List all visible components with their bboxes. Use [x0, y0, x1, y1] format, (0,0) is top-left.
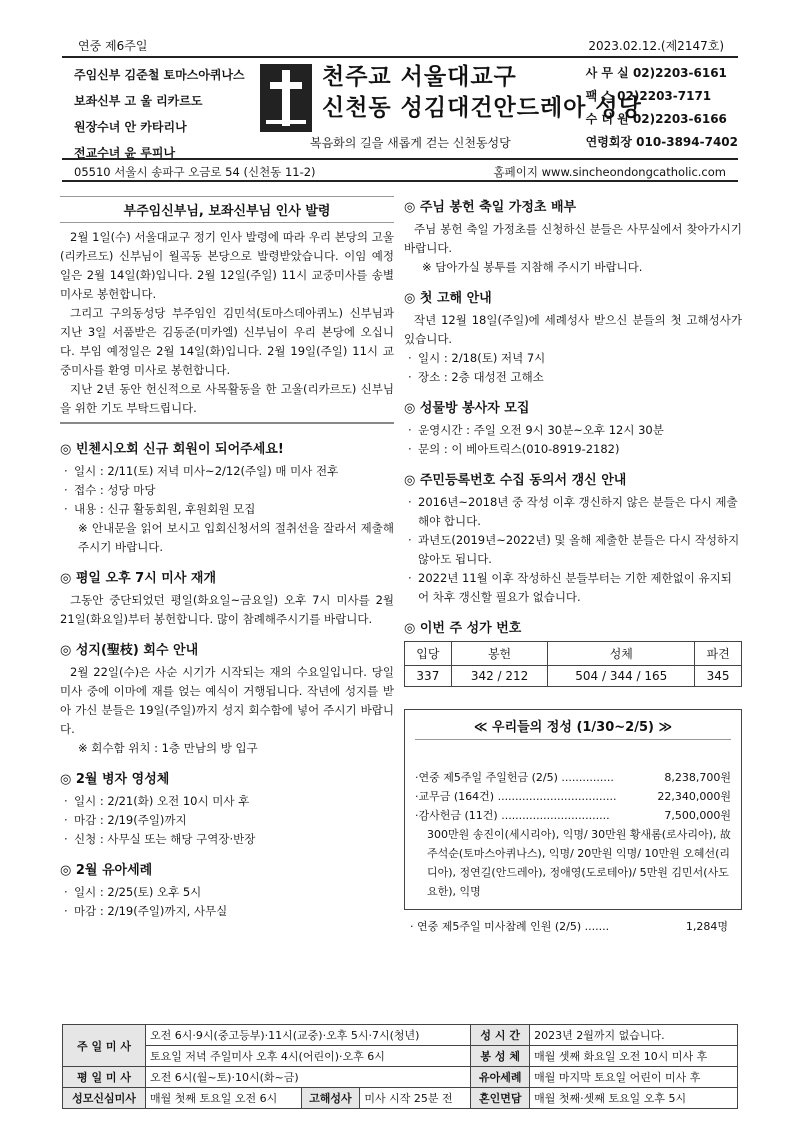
- hymn-table: [404, 641, 742, 687]
- list-item: · 2022년 11월 이후 작성하신 분들부터는 기한 제한없이 유지되어 차후 갱신할 필요가 없습니다.: [404, 569, 742, 607]
- section-title: ◎ 성지(聖枝) 회수 안내: [60, 643, 199, 658]
- table-cell: 오전 6시·9시(중고등부)·11시(교중)·오후 5시·7시(청년): [146, 1025, 471, 1046]
- section-title: ◎ 2월 병자 영성체: [60, 772, 170, 787]
- staff-item: 보좌신부 고 울 리카르도: [74, 94, 203, 108]
- section-title: 부주임신부님, 보좌신부님 인사 발령: [60, 196, 394, 223]
- table-cell: 미사 시작 25분 전: [360, 1088, 471, 1109]
- paragraph: 2월 1일(수) 서울대교구 정기 인사 발령에 따라 우리 본당의 고울(리카르도) 신부님이 월곡동 본당으로 발령받았습니다. 이임 예정일은 2월 14일(화)입니다. 2월 12일(주일) 11시 교중미사를 송별미사로 봉헌합니다.: [60, 230, 394, 301]
- table-header: 평 일 미 사: [63, 1067, 146, 1088]
- list-item: · 접수 : 성당 마당: [60, 481, 394, 500]
- table-header: 주 일 미 사: [63, 1025, 146, 1067]
- list-item: · 마감 : 2/19(주일)까지, 사무실: [60, 902, 394, 921]
- note: ※ 안내문을 읽어 보시고 입회신청서의 절취선을 잘라서 제출해 주시기 바랍니다.: [78, 521, 394, 554]
- paragraph: 지난 2년 동안 헌신적으로 사목활동을 한 고울(리카르도) 신부님을 위한 기도 부탁드립니다.: [60, 382, 394, 415]
- section-title: ◎ 빈첸시오회 신규 회원이 되어주세요!: [60, 442, 284, 457]
- paragraph: 그동안 중단되었던 평일(화요일~금요일) 오후 7시 미사를 2월 21일(화요일)부터 봉헌합니다. 많이 참례해주시기를 바랍니다.: [60, 593, 394, 626]
- list-item: · 일시 : 2/21(화) 오전 10시 미사 후: [60, 792, 394, 811]
- paragraph: 주님 봉헌 축일 가정초를 신청하신 분들은 사무실에서 찾아가시기 바랍니다.: [404, 222, 742, 255]
- table-header: 성체: [548, 642, 695, 666]
- table-cell: 토요일 저녁 주일미사 오후 4시(어린이)·오후 6시: [146, 1046, 471, 1067]
- right-column: [404, 196, 742, 934]
- list-item: · 2016년~2018년 중 작성 이후 갱신하지 않은 분들은 다시 제출해야 합니다.: [404, 493, 742, 531]
- section-title: ◎ 성물방 봉사자 모집: [404, 401, 530, 416]
- section-title: ◎ 이번 주 성가 번호: [404, 621, 522, 636]
- section-title: ◎ 2월 유아세례: [60, 863, 153, 878]
- table-row: [63, 1067, 738, 1088]
- schedule-footer: [62, 1024, 738, 1109]
- list-item: · 운영시간 : 주일 오전 9시 30분~오후 12시 30분: [404, 421, 742, 440]
- list-item: · 장소 : 2층 대성전 고해소: [404, 368, 742, 387]
- hymn-numbers: [404, 617, 742, 687]
- notice-sick-communion: [60, 768, 394, 849]
- list-item: · 일시 : 2/18(토) 저녁 7시: [404, 349, 742, 368]
- contact-item: 사 무 실 02)2203-6161: [585, 66, 727, 80]
- top-bar: [62, 36, 738, 58]
- issue-date: 2023.02.12.(제2147호): [588, 39, 724, 53]
- table-header: 혼인면담: [471, 1088, 530, 1109]
- notice-vincent: [60, 438, 394, 557]
- table-cell: 342 / 212: [451, 666, 548, 687]
- paragraph: 작년 12월 18일(주일)에 세례성사 받으신 분들의 첫 고해성사가 있습니다.: [404, 313, 742, 346]
- section-title: ◎ 주민등록번호 수집 동의서 갱신 안내: [404, 473, 627, 488]
- list-item: · 일시 : 2/11(토) 저녁 미사~2/12(주일) 매 미사 전후: [60, 462, 394, 481]
- note: ※ 회수함 위치 : 1층 만남의 방 입구: [78, 741, 258, 755]
- section-title: ◎ 평일 오후 7시 미사 재개: [60, 571, 217, 586]
- table-header: 파견: [695, 642, 742, 666]
- offering-detail: 300만원 송진이(세시리아), 익명/ 30만원 황새롬(로사리아), 故 주석순(토마스아퀴나스), 익명/ 20만원 익명/ 10만원 오혜선(리디아), 정연길(안드레아), 정애영(도로테아)/ 5만원 김민서(사도요한), 익명: [427, 828, 731, 898]
- table-cell: 매월 첫째 토요일 오전 6시: [146, 1088, 302, 1109]
- staff-item: 주임신부 김준철 토마스아퀴나스: [74, 68, 245, 82]
- list-item: · 내용 : 신규 활동회원, 후원회원 모집: [60, 500, 394, 519]
- notice-infant-baptism: [60, 859, 394, 921]
- notice-weekday-mass: [60, 567, 394, 629]
- table-cell: 504 / 344 / 165: [548, 666, 695, 687]
- table-row: [63, 1025, 738, 1046]
- offering-box: [404, 709, 742, 910]
- list-item: · 신청 : 사무실 또는 해당 구역장·반장: [60, 830, 394, 849]
- table-header: 유아세례: [471, 1067, 530, 1088]
- schedule-table: [62, 1024, 738, 1109]
- contact-item: 팩 스 02)2203-7171: [585, 89, 712, 103]
- table-cell: 오전 6시(월~토)·10시(화~금): [146, 1067, 471, 1088]
- table-header: 봉헌: [451, 642, 548, 666]
- liturgical-week: 연중 제6주일: [78, 39, 148, 53]
- table-header: 입당: [405, 642, 452, 666]
- staff-item: 원장수녀 안 카타리나: [74, 120, 187, 134]
- list-item: · 일시 : 2/25(토) 오후 5시: [60, 883, 394, 902]
- table-cell: 매월 셋째 화요일 오전 10시 미사 후: [530, 1046, 738, 1067]
- notice-appointment: [60, 196, 394, 424]
- paragraph: 2월 22일(수)은 사순 시기가 시작되는 재의 수요일입니다. 당일 미사 중에 이마에 재를 얹는 예식이 거행됩니다. 작년에 성지를 받아 가신 분들은 19일(주일)까지 성지 회수함에 넣어 주시기 바랍니다.: [60, 665, 394, 736]
- table-cell: 2023년 2월까지 없습니다.: [530, 1025, 738, 1046]
- contact-item: 연령회장 010-3894-7402: [585, 135, 738, 149]
- motto: 복음화의 길을 새롭게 걷는 신천동성당: [310, 136, 511, 150]
- table-row: [63, 1046, 738, 1067]
- church-name: 천주교 서울대교구 신천동 성김대건안드레아 성당: [322, 64, 642, 121]
- offering-title: ≪ 우리들의 정성 (1/30~2/5) ≫: [415, 716, 731, 740]
- notice-first-confession: [404, 287, 742, 387]
- offering-line: ·연중 제5주일 주일헌금 (2/5) ............... 8,238,700원: [415, 771, 731, 784]
- contact-item: 수 녀 원 02)2203-6166: [585, 112, 727, 126]
- attendance: · 연중 제5주일 미사참례 인원 (2/5) ....... 1,284명: [410, 920, 728, 933]
- table-cell: 매월 마지막 토요일 어린이 미사 후: [530, 1067, 738, 1088]
- table-header: 성모신심미사: [63, 1088, 146, 1109]
- section-title: ◎ 주님 봉헌 축일 가정초 배부: [404, 200, 577, 215]
- masthead: [62, 60, 738, 160]
- notice-candles: [404, 196, 742, 277]
- table-cell: 337: [405, 666, 452, 687]
- list-item: · 문의 : 이 베아트릭스(010-8919-2182): [404, 440, 742, 459]
- table-header: 성 시 간: [471, 1025, 530, 1046]
- paragraph: 그리고 구의동성당 부주임인 김민석(토마스데아퀴노) 신부님과 지난 3일 서품받은 김동준(미카엘) 신부님이 우리 본당에 오십니다. 부임 예정일은 2월 14일(화)입니다. 2월 19일(주일) 11시 교중미사를 환영 미사로 봉헌합니다.: [60, 306, 394, 377]
- notice-palm: [60, 639, 394, 758]
- table-cell: 매월 첫째·셋째 토요일 오후 5시: [530, 1088, 738, 1109]
- table-header: 봉 성 체: [471, 1046, 530, 1067]
- list-item: · 과년도(2019년~2022년) 및 올해 제출한 분들은 다시 작성하지 않아도 됩니다.: [404, 531, 742, 569]
- left-column: [60, 196, 394, 931]
- homepage-link[interactable]: 홈페이지 www.sincheondongcatholic.com: [493, 165, 726, 179]
- notice-shop-volunteer: [404, 397, 742, 459]
- note: ※ 담아가실 봉투를 지참해 주시기 바랍니다.: [422, 260, 643, 274]
- staff-item: 전교수녀 윤 루피나: [74, 146, 176, 160]
- table-header: 고해성사: [301, 1088, 360, 1109]
- offering-line: ·교무금 (164건) .................................. 22,340,000원: [415, 790, 731, 803]
- church-logo-icon: [260, 64, 312, 132]
- contact-list: [586, 62, 738, 154]
- address-bar: [62, 158, 738, 182]
- notice-consent-renewal: [404, 469, 742, 607]
- table-row: [63, 1088, 738, 1109]
- table-cell: 345: [695, 666, 742, 687]
- address: 05510 서울시 송파구 오금로 54 (신천동 11-2): [74, 165, 316, 179]
- staff-list: [74, 62, 245, 166]
- list-item: · 마감 : 2/19(주일)까지: [60, 811, 394, 830]
- section-title: ◎ 첫 고해 안내: [404, 291, 492, 306]
- offering-line: ·감사헌금 (11건) ............................... 7,500,000원: [415, 809, 731, 822]
